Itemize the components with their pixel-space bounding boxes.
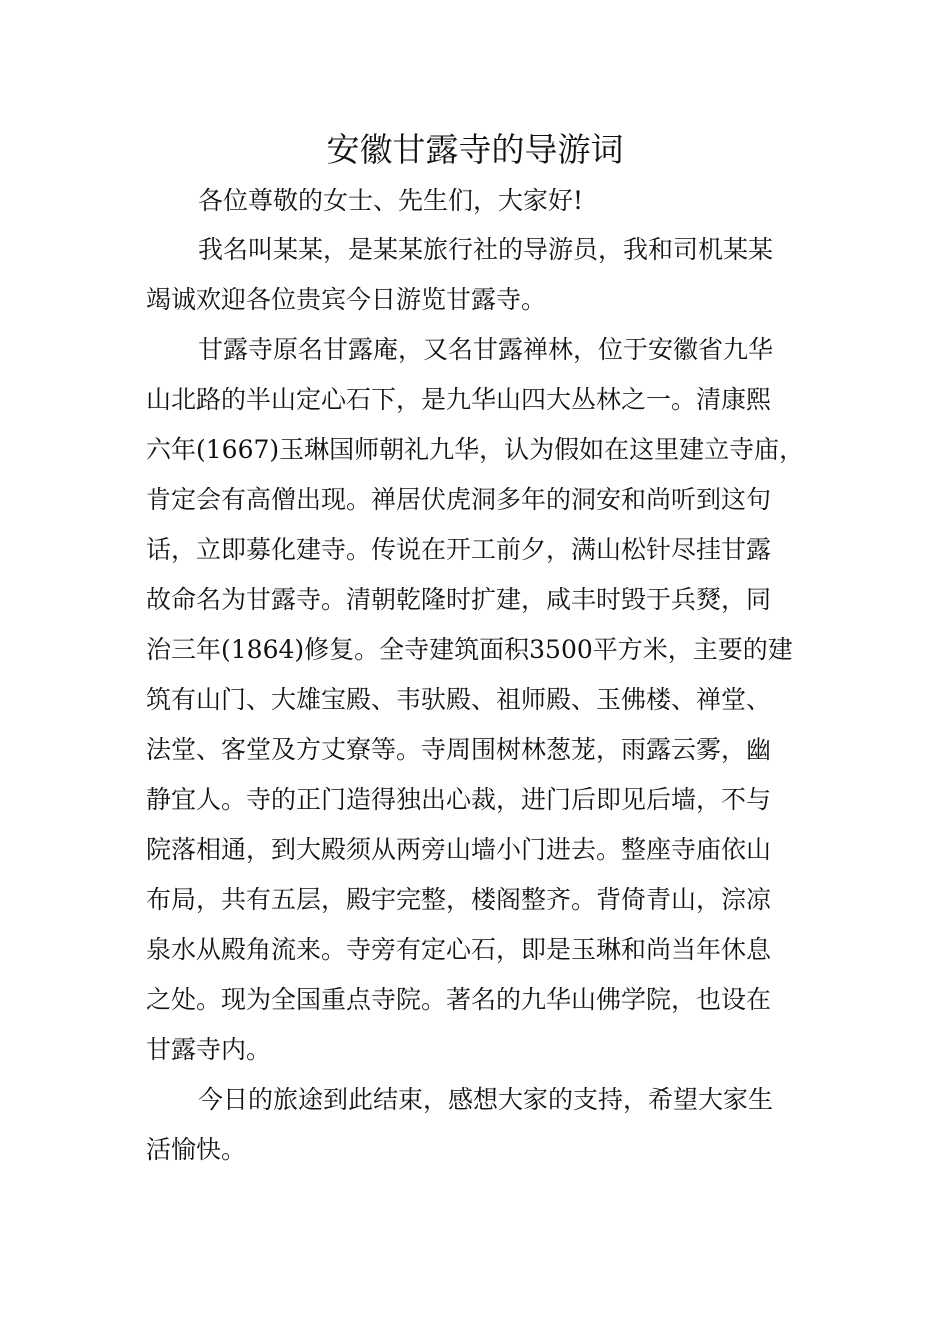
paragraph-line: 竭诚欢迎各位贵宾今日游览甘露寺。 [146,285,547,314]
paragraph-line: 我名叫某某，是某某旅行社的导游员，我和司机某某 [198,235,774,264]
paragraph-line: 肯定会有高僧出现。禅居伏虎洞多年的洞安和尚听到这句 [146,485,772,514]
closing-paragraph [146,1075,826,1175]
paragraph-line: 山北路的半山定心石下，是九华山四大丛林之一。清康熙 [146,385,772,414]
paragraph-line: 活愉快。 [146,1135,247,1164]
paragraph-line: 静宜人。寺的正门造得独出心裁，进门后即见后墙，不与 [146,785,772,814]
paragraph-line: 筑有山门、大雄宝殿、韦驮殿、祖师殿、玉佛楼、禅堂、 [146,685,772,714]
paragraph-line: 泉水从殿角流来。寺旁有定心石，即是玉琳和尚当年休息 [146,935,772,964]
paragraph-line: 之处。现为全国重点寺院。著名的九华山佛学院，也设在 [146,985,772,1014]
paragraph-line: 布局，共有五层，殿宇完整，楼阁整齐。背倚青山，淙凉 [146,885,772,914]
paragraph-line: 治三年(1864)修复。全寺建筑面积3500平方米，主要的建 [146,635,793,664]
paragraph-line: 六年(1667)玉琳国师朝礼九华，认为假如在这里建立寺庙， [146,435,805,464]
paragraph-line: 今日的旅途到此结束，感想大家的支持，希望大家生 [198,1085,774,1114]
paragraph-line: 话，立即募化建寺。传说在开工前夕，满山松针尽挂甘露 [146,535,772,564]
document-title: 安徽甘露寺的导游词 [326,130,624,169]
paragraph-line: 故命名为甘露寺。清朝乾隆时扩建，咸丰时毁于兵燹，同 [146,585,772,614]
paragraph-line: 院落相通，到大殿须从两旁山墙小门进去。整座寺庙依山 [146,835,772,864]
greeting-paragraph [146,176,826,226]
paragraph-line: 法堂、客堂及方丈寮等。寺周围树林葱茏，雨露云雾，幽 [146,735,772,764]
history-paragraph [146,325,826,1075]
paragraph-line: 甘露寺原名甘露庵，又名甘露禅林，位于安徽省九华 [198,335,774,364]
intro-paragraph [146,225,826,325]
greeting-line: 各位尊敬的女士、先生们，大家好! [198,186,584,215]
paragraph-line: 甘露寺内。 [146,1035,272,1064]
